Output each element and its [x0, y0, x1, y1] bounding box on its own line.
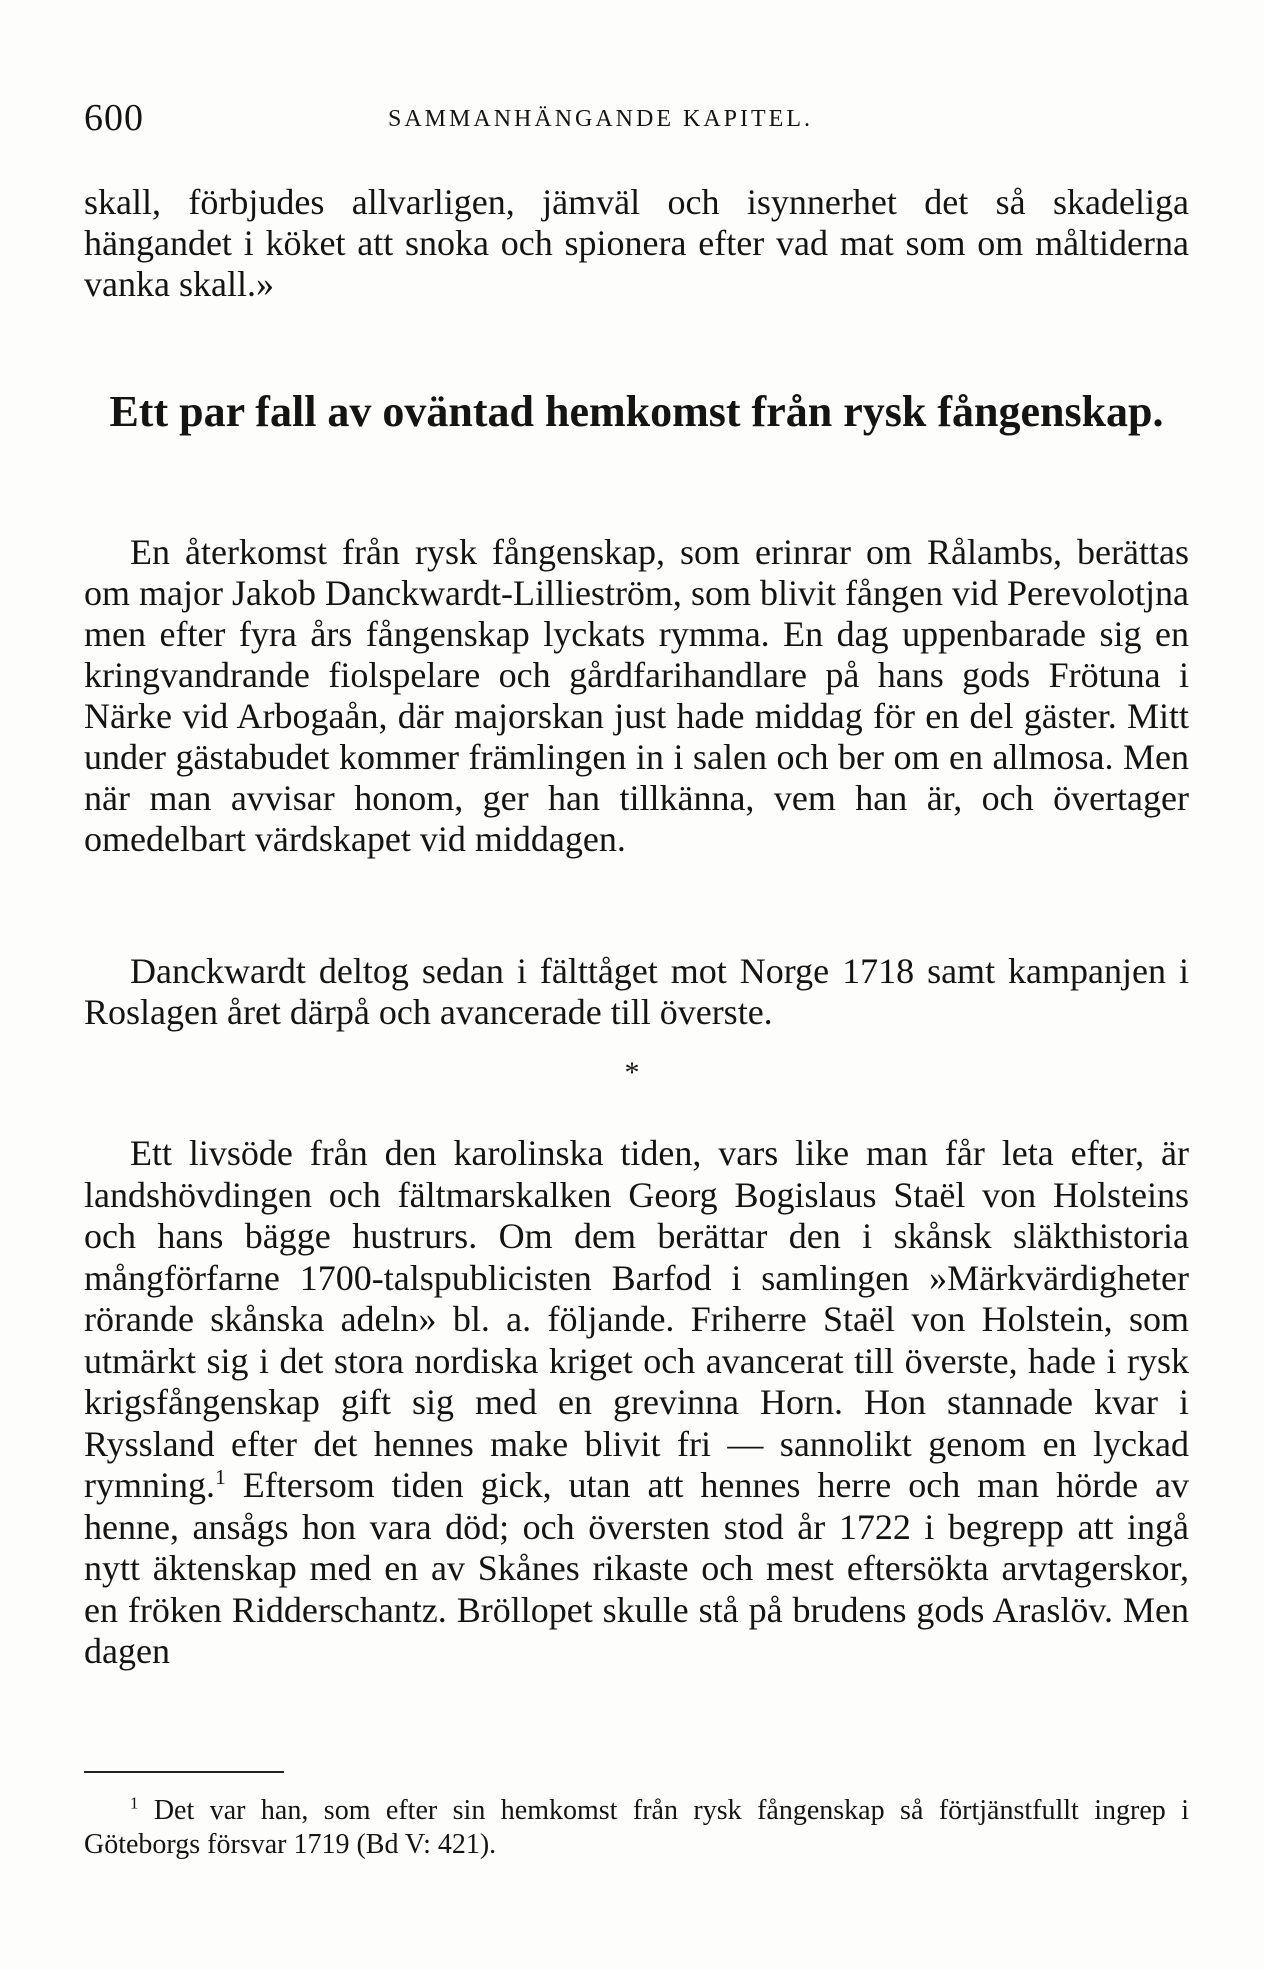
intro-paragraph: skall, förbjudes allvarligen, jämväl och isynnerhet det så skadeliga hängandet i köket att snoka och spionera efter vad mat som om måltiderna vanka skall.» [84, 182, 1189, 304]
footnote [84, 1794, 1189, 1862]
page-header [84, 96, 1189, 146]
footnote-marker: 1 [130, 1793, 139, 1813]
footnote-text: Det var han, som efter sin hemkomst från rysk fångenskap så förtjänstfullt ingrep i Göteborgs försvar 1719 (Bd V: 421). [84, 1795, 1189, 1860]
footnote-reference: 1 [215, 1465, 226, 1489]
page-number: 600 [84, 97, 144, 139]
paragraph-danckwardt-return: En återkomst från rysk fångenskap, som erinrar om Rålambs, berättas om major Jakob Danckwardt-Lillieström, som blivit fången vid Perevolotjna men efter fyra års fångenskap lyckats rymma. En dag uppenbarade sig en kringvandrande fiolspelare och gårdfarihandlare på hans gods Frötuna i Närke vid Arbogaån, där majorskan just hade middag för en del gäster. Mitt under gästabudet kommer främlingen in i salen och ber om en allmosa. Men när man avvisar honom, ger han tillkänna, vem han är, och övertager omedelbart värdskapet vid middagen. [84, 532, 1189, 859]
paragraph-text-after-note: Eftersom tiden gick, utan att hennes herre och man hörde av henne, ansågs hon vara död; och översten stod år 1722 i begrepp att ingå nytt äktenskap med en av Skånes rikaste och mest eftersökta arvtagerskor, en fröken Ridderschantz. Bröllopet skulle stå på brudens gods Araslöv. Men dagen [84, 1465, 1189, 1671]
paragraph-danckwardt-career: Danckwardt deltog sedan i fälttåget mot Norge 1718 samt kampanjen i Roslagen året därpå och avancerade till överste. [84, 951, 1189, 1032]
paragraph-stael-von-holstein [84, 1133, 1189, 1673]
section-heading: Ett par fall av oväntad hemkomst från rysk fångenskap. [109, 387, 1164, 436]
paragraph-text-before-note: Ett livsöde från den karolinska tiden, vars like man får leta efter, är landshövdingen och fältmarskalken Georg Bogislaus Staël von Holsteins och hans bägge hustrurs. Om dem berättar den i skånsk släkthistoria mångförfarne 1700-talspublicisten Barfod i samlingen »Märkvärdigheter rörande skånska adeln» bl. a. följande. Friherre Staël von Holstein, som utmärkt sig i det stora nordiska kriget och avancerat till överste, hade i rysk krigsfångenskap gift sig med en grevinna Horn. Hon stannade kvar i Ryssland efter det hennes make blivit fri — sannolikt genom en lyckad rymning. [84, 1133, 1189, 1505]
footnote-divider [84, 1771, 284, 1773]
running-head: SAMMANHÄNGANDE KAPITEL. [388, 106, 813, 132]
section-asterism: * [624, 1056, 640, 1089]
